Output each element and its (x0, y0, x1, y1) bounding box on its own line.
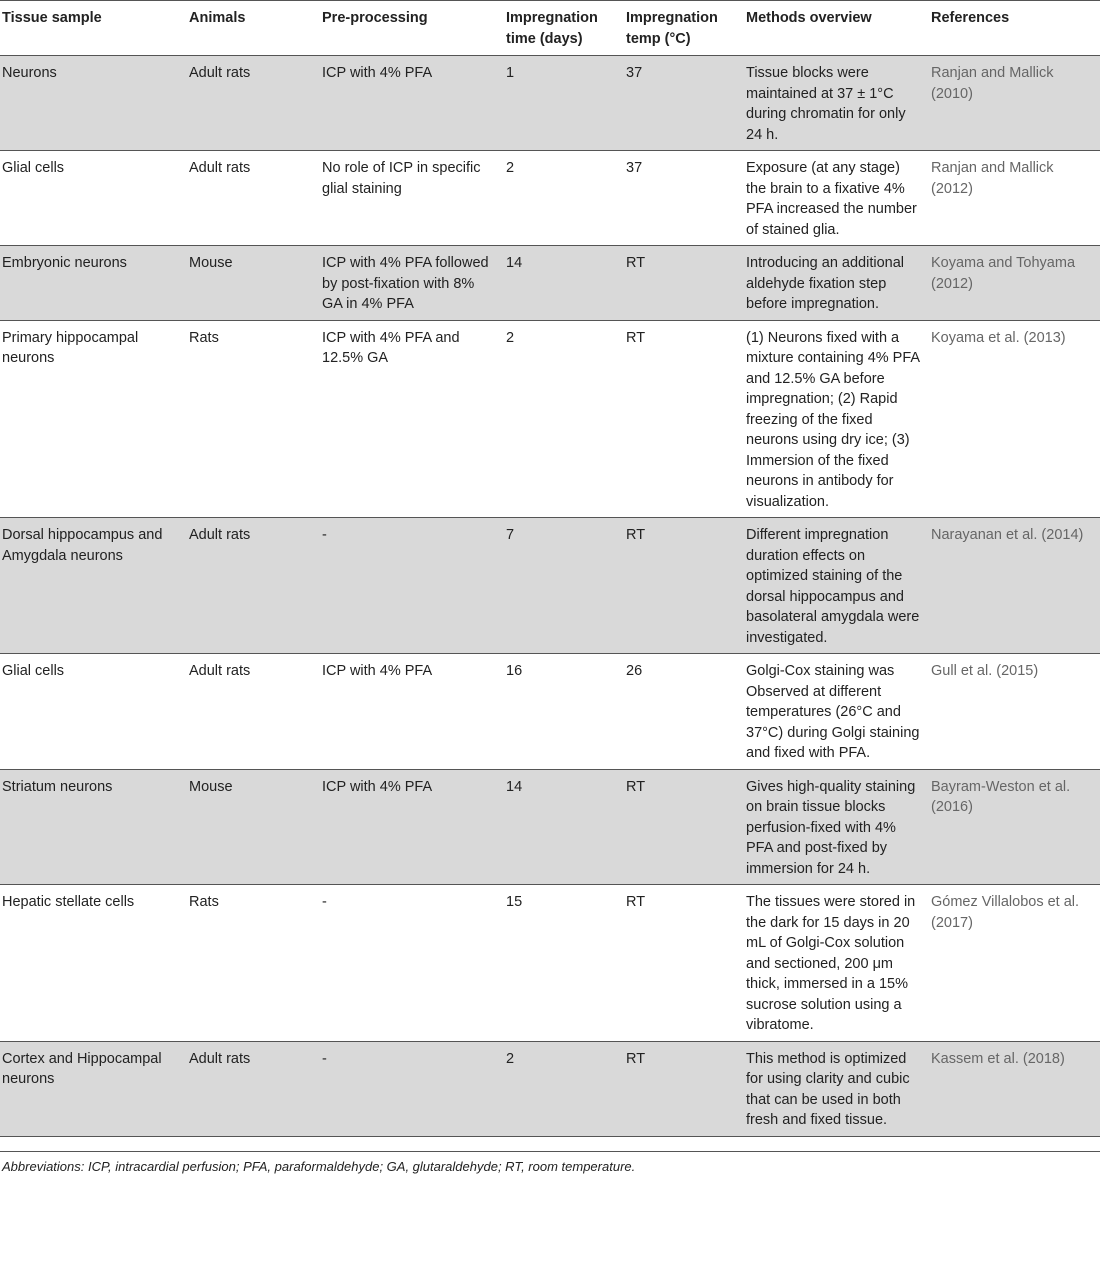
cell-methods-overview: Gives high-quality staining on brain tissue blocks perfusion-fixed with 4% PFA and post-fixed by immersion for 24 h. (743, 769, 928, 885)
cell-animals: Mouse (186, 246, 319, 321)
cell-impregnation-time: 14 (503, 246, 623, 321)
cell-reference: Koyama et al. (2013) (928, 320, 1100, 518)
header-methods-overview: Methods overview (743, 1, 928, 56)
header-animals: Animals (186, 1, 319, 56)
cell-impregnation-temp: RT (623, 246, 743, 321)
cell-animals: Adult rats (186, 1041, 319, 1136)
header-impregnation-temp: Impregnation temp (°C) (623, 1, 743, 56)
header-tissue-sample: Tissue sample (0, 1, 186, 56)
cell-reference: Bayram-Weston et al. (2016) (928, 769, 1100, 885)
cell-impregnation-temp: RT (623, 885, 743, 1042)
cell-methods-overview: This method is optimized for using clarity and cubic that can be used in both fresh and fixed tissue. (743, 1041, 928, 1136)
header-impregnation-time: Impregnation time (days) (503, 1, 623, 56)
cell-impregnation-temp: RT (623, 1041, 743, 1136)
cell-reference: Ranjan and Mallick (2012) (928, 151, 1100, 246)
cell-impregnation-temp: 26 (623, 654, 743, 770)
cell-pre-processing: No role of ICP in specific glial staining (319, 151, 503, 246)
cell-reference: Gull et al. (2015) (928, 654, 1100, 770)
cell-impregnation-time: 15 (503, 885, 623, 1042)
cell-reference: Narayanan et al. (2014) (928, 518, 1100, 654)
cell-methods-overview: Exposure (at any stage) the brain to a fixative 4% PFA increased the number of stained glia. (743, 151, 928, 246)
cell-impregnation-time: 1 (503, 56, 623, 151)
cell-animals: Mouse (186, 769, 319, 885)
cell-pre-processing: ICP with 4% PFA and 12.5% GA (319, 320, 503, 518)
table-header (0, 1, 1100, 56)
cell-tissue-sample: Embryonic neurons (0, 246, 186, 321)
table-row (0, 1041, 1100, 1136)
table-row (0, 885, 1100, 1042)
cell-reference: Ranjan and Mallick (2010) (928, 56, 1100, 151)
cell-impregnation-temp: RT (623, 769, 743, 885)
header-pre-processing: Pre-processing (319, 1, 503, 56)
table-row (0, 654, 1100, 770)
cell-reference: Kassem et al. (2018) (928, 1041, 1100, 1136)
cell-tissue-sample: Primary hippocampal neurons (0, 320, 186, 518)
table-row (0, 246, 1100, 321)
cell-animals: Adult rats (186, 151, 319, 246)
table-row (0, 151, 1100, 246)
cell-methods-overview: Golgi-Cox staining was Observed at different temperatures (26°C and 37°C) during Golgi staining and fixed with PFA. (743, 654, 928, 770)
table-row (0, 769, 1100, 885)
cell-tissue-sample: Striatum neurons (0, 769, 186, 885)
cell-tissue-sample: Cortex and Hippocampal neurons (0, 1041, 186, 1136)
cell-animals: Adult rats (186, 654, 319, 770)
cell-impregnation-temp: 37 (623, 151, 743, 246)
cell-pre-processing: - (319, 518, 503, 654)
cell-methods-overview: (1) Neurons fixed with a mixture containing 4% PFA and 12.5% GA before impregnation; (2) Rapid freezing of the fixed neurons using dry ice; (3) Immersion of the fixed neurons in antibody for visualization. (743, 320, 928, 518)
cell-methods-overview: Introducing an additional aldehyde fixation step before impregnation. (743, 246, 928, 321)
table-body (0, 56, 1100, 1137)
cell-methods-overview: Tissue blocks were maintained at 37 ± 1°C during chromatin for only 24 h. (743, 56, 928, 151)
table-row (0, 56, 1100, 151)
cell-tissue-sample: Glial cells (0, 654, 186, 770)
cell-impregnation-temp: 37 (623, 56, 743, 151)
table-footnote: Abbreviations: ICP, intracardial perfusion; PFA, paraformaldehyde; GA, glutaraldehyde; RT, room temperature. (0, 1151, 1100, 1176)
cell-impregnation-time: 7 (503, 518, 623, 654)
cell-pre-processing: ICP with 4% PFA followed by post-fixation with 8% GA in 4% PFA (319, 246, 503, 321)
cell-reference: Gómez Villalobos et al. (2017) (928, 885, 1100, 1042)
cell-impregnation-time: 2 (503, 1041, 623, 1136)
cell-animals: Rats (186, 885, 319, 1042)
header-references: References (928, 1, 1100, 56)
cell-impregnation-temp: RT (623, 320, 743, 518)
cell-impregnation-time: 14 (503, 769, 623, 885)
cell-pre-processing: ICP with 4% PFA (319, 654, 503, 770)
cell-impregnation-temp: RT (623, 518, 743, 654)
cell-pre-processing: ICP with 4% PFA (319, 56, 503, 151)
cell-animals: Rats (186, 320, 319, 518)
cell-impregnation-time: 2 (503, 151, 623, 246)
cell-tissue-sample: Dorsal hippocampus and Amygdala neurons (0, 518, 186, 654)
cell-reference: Koyama and Tohyama (2012) (928, 246, 1100, 321)
table-row (0, 518, 1100, 654)
cell-animals: Adult rats (186, 518, 319, 654)
table-row (0, 320, 1100, 518)
cell-methods-overview: Different impregnation duration effects on optimized staining of the dorsal hippocampus and basolateral amygdala were investigated. (743, 518, 928, 654)
cell-pre-processing: ICP with 4% PFA (319, 769, 503, 885)
cell-tissue-sample: Glial cells (0, 151, 186, 246)
cell-tissue-sample: Hepatic stellate cells (0, 885, 186, 1042)
cell-methods-overview: The tissues were stored in the dark for 15 days in 20 mL of Golgi-Cox solution and sectioned, 200 μm thick, immersed in a 15% sucrose solution using a vibratome. (743, 885, 928, 1042)
header-row (0, 1, 1100, 56)
cell-pre-processing: - (319, 885, 503, 1042)
cell-animals: Adult rats (186, 56, 319, 151)
cell-tissue-sample: Neurons (0, 56, 186, 151)
cell-impregnation-time: 2 (503, 320, 623, 518)
cell-pre-processing: - (319, 1041, 503, 1136)
cell-impregnation-time: 16 (503, 654, 623, 770)
